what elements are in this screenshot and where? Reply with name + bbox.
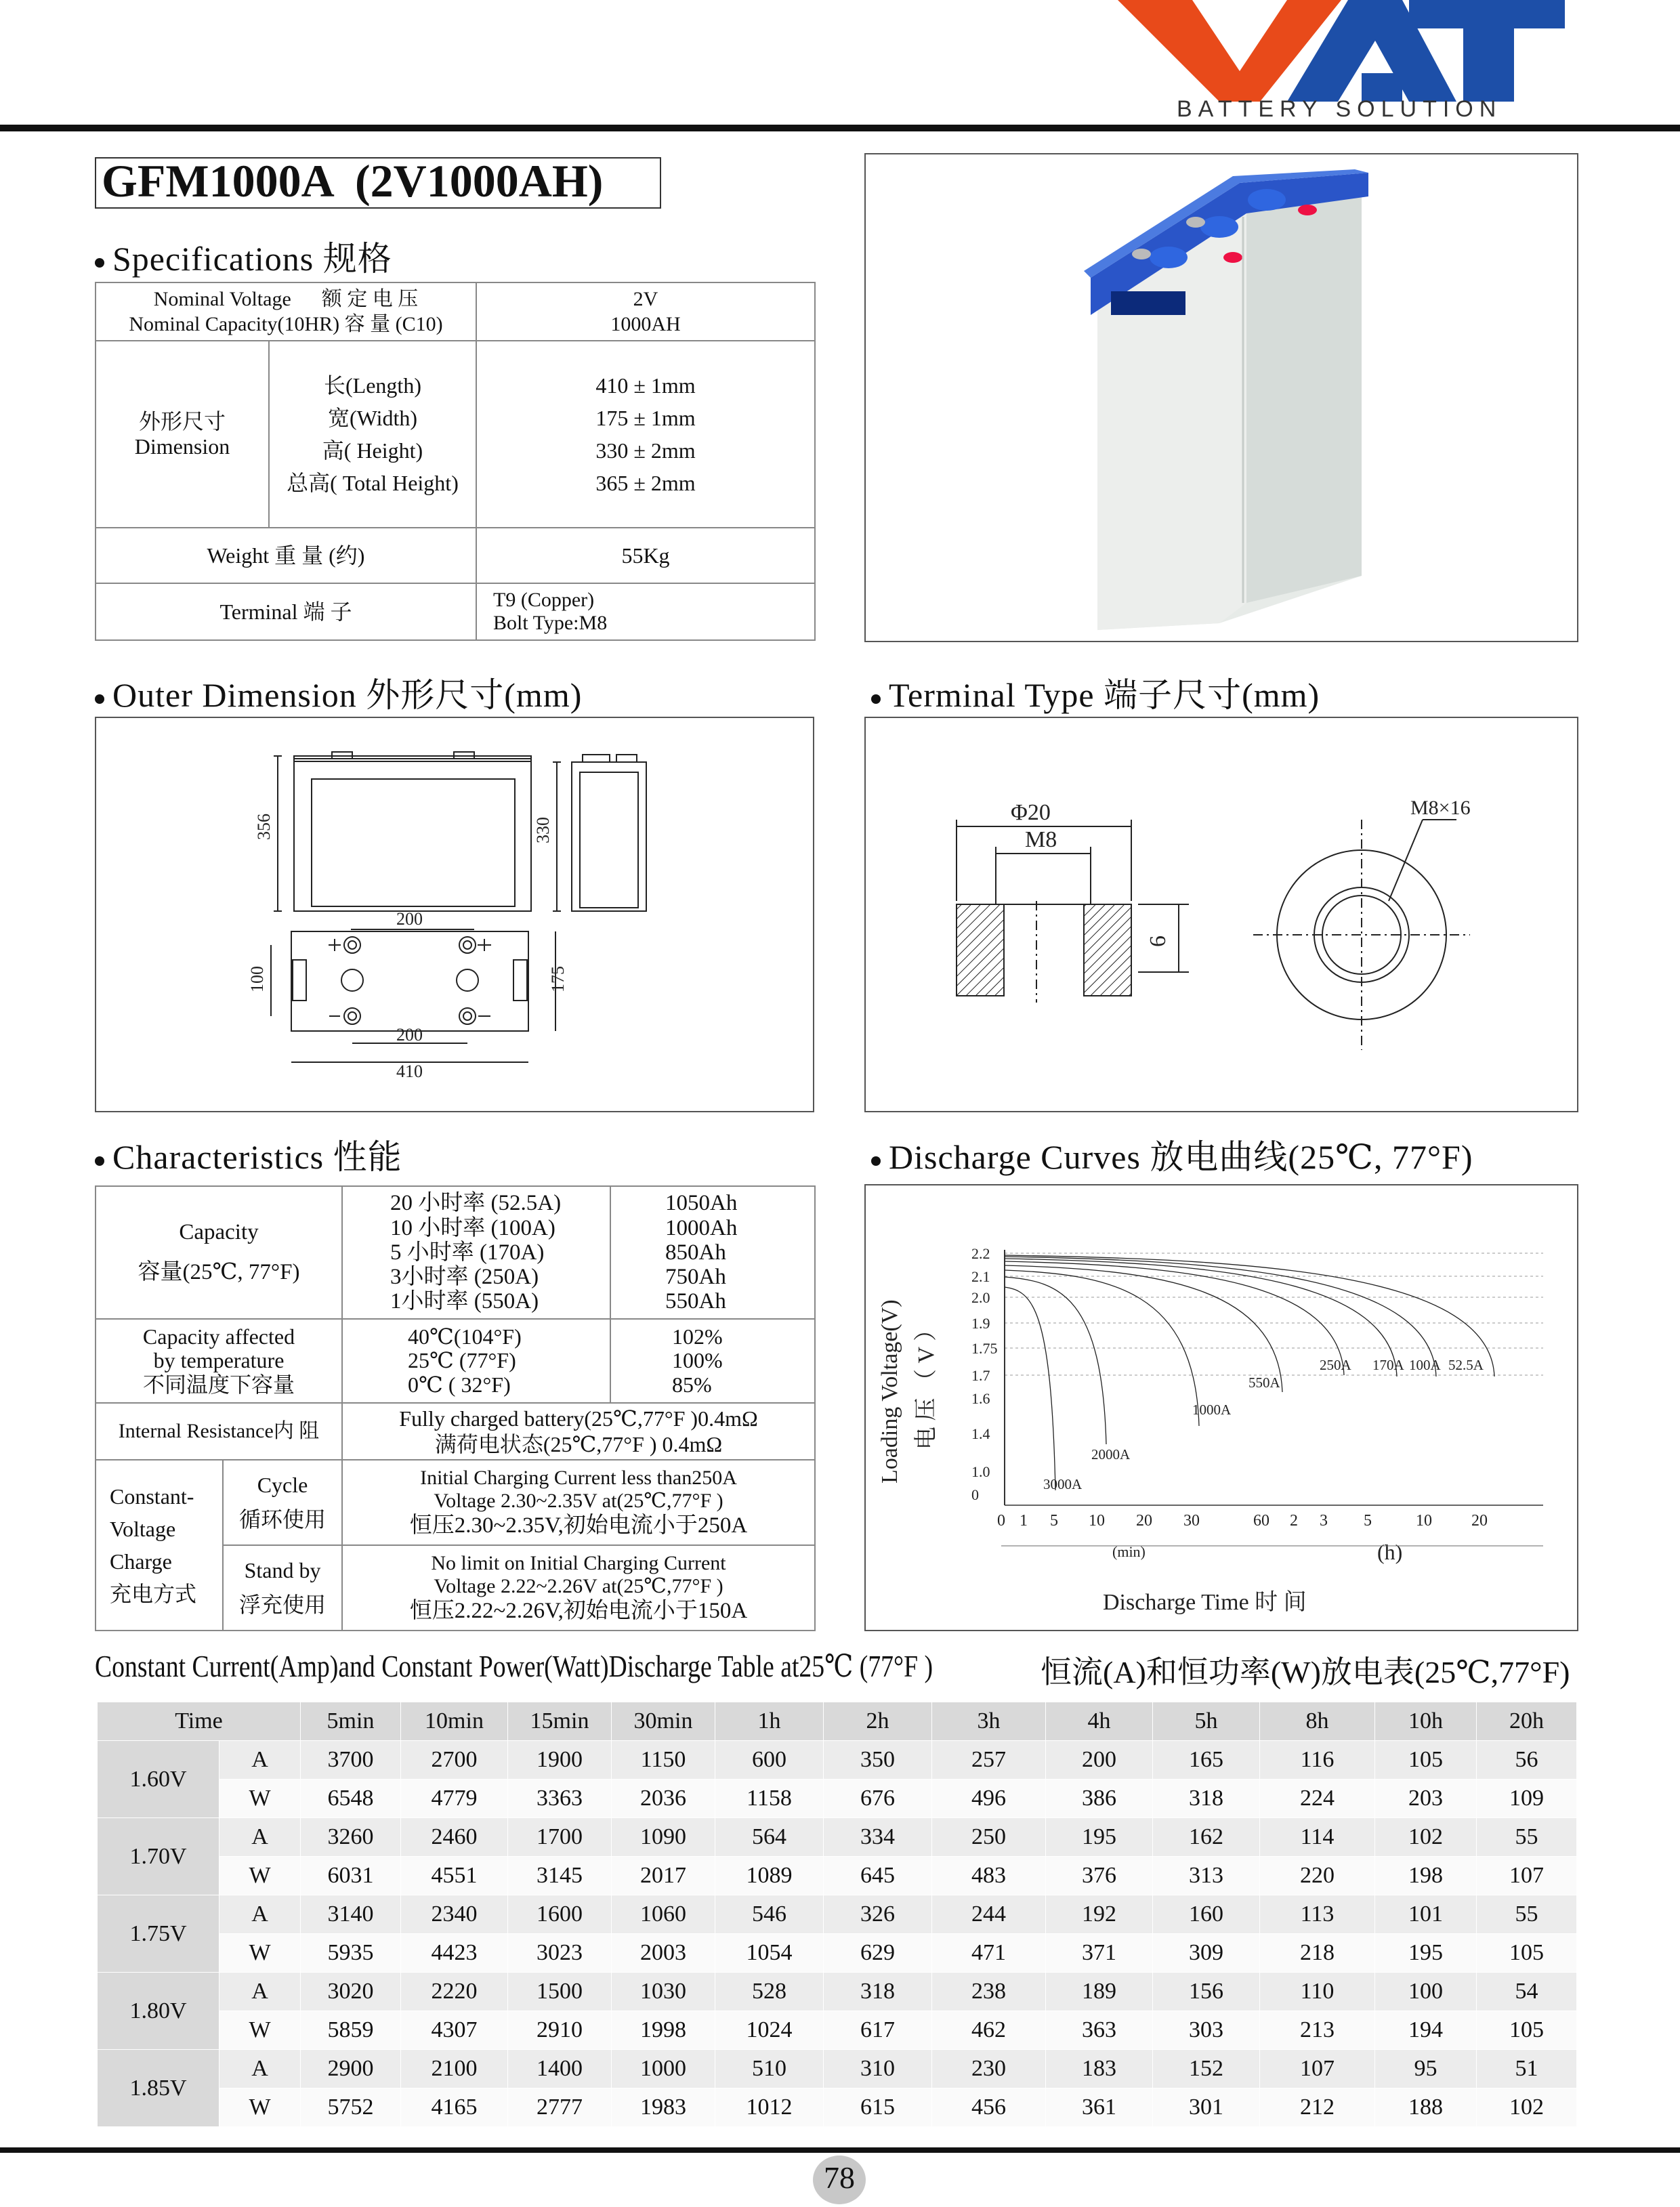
terminal-drawing [942,799,1538,1043]
table-cell: 238 [932,1973,1046,2011]
x-tick-label: 0 [997,1512,1005,1530]
table-cell: 162 [1153,1818,1260,1857]
section-discharge-curves [871,1130,1473,1179]
unit-cell: W [219,2011,301,2050]
table-cell: 462 [932,2011,1046,2050]
table-cell: 109 [1477,1780,1577,1818]
table-cell: 3363 [508,1780,612,1818]
unit-cell: W [219,2088,301,2127]
table-row [98,2050,1577,2088]
table-row [98,2088,1577,2127]
table-cell: 3145 [508,1857,612,1895]
dim-410: 410 [396,1062,423,1081]
table-header-cell: 8h [1260,1702,1375,1741]
table-cell: 203 [1375,1780,1477,1818]
capacity-rate: 5 小时率 (170A) [390,1240,545,1265]
table-cell: 194 [1375,2011,1477,2050]
spec-weight-label: Weight 重 量 (约) [96,528,476,583]
temperature-value: 85% [672,1372,712,1397]
table-cell: 617 [824,2011,932,2050]
section-specifications-label: Specifications 规格 [112,240,392,278]
terminal-m8x16: M8×16 [1410,797,1471,819]
terminal-m8: M8 [1025,827,1057,852]
table-cell: 218 [1260,1934,1375,1973]
footer-rule [0,2147,1680,2153]
table-cell: 244 [932,1895,1046,1934]
table-cell: 1030 [612,1973,715,2011]
table-cell: 56 [1477,1741,1577,1780]
chart-xlabel: Discharge Time 时 间 [1103,1590,1307,1615]
table-cell: 456 [932,2088,1046,2127]
char-ir-label: Internal Resistance内 阻 [96,1403,342,1460]
capacity-rate-value: 550Ah [665,1289,726,1314]
table-cell: 645 [824,1857,932,1895]
spec-dim-values: 410 ± 1mm 175 ± 1mm 330 ± 2mm 365 ± 2mm [476,341,815,528]
outer-dimension-drawing [247,738,664,1091]
table-cell: 2460 [401,1818,508,1857]
table-cell: 2340 [401,1895,508,1934]
series-label: 3000A [1043,1476,1083,1492]
spec-weight-value: 55Kg [476,528,815,583]
table-header-row [98,1702,1577,1741]
table-cell: 301 [1153,2088,1260,2127]
table-row [98,1973,1577,2011]
section-terminal-type [871,668,1320,717]
table-cell: 3700 [301,1741,401,1780]
table-header-cell: 2h [824,1702,932,1741]
spec-table [95,282,816,641]
table-header-cell: 5h [1153,1702,1260,1741]
table-header-cell: 30min [612,1702,715,1741]
table-cell: 310 [824,2050,932,2088]
table-cell: 1060 [612,1895,715,1934]
table-row [98,1895,1577,1934]
table-title-en: Constant Current(Amp)and Constant Power(Watt)Discharge Table at25℃ (77°F ) [95,1649,933,1683]
table-cell: 303 [1153,2011,1260,2050]
dim-200-top: 200 [396,909,423,929]
model-title: GFM1000A (2V1000AH) [102,155,604,207]
unit-cell: A [219,1741,301,1780]
table-header-cell: 10min [401,1702,508,1741]
section-outer-dimension-label: Outer Dimension 外形尺寸(mm) [112,676,583,714]
table-cell: 528 [715,1973,824,2011]
capacity-rate-value: 850Ah [665,1240,726,1265]
section-outer-dimension [95,668,582,717]
y-tick-label: 1.75 [971,1340,998,1357]
table-cell: 113 [1260,1895,1375,1934]
char-temp-values [610,1319,815,1403]
table-cell: 496 [932,1780,1046,1818]
terminal-six: 6 [1146,936,1171,947]
table-cell: 195 [1375,1934,1477,1973]
capacity-rate-value: 1050Ah [665,1191,738,1216]
table-cell: 4423 [401,1934,508,1973]
table-cell: 309 [1153,1934,1260,1973]
table-cell: 4165 [401,2088,508,2127]
voltage-cell: 1.60V [98,1741,219,1818]
dim-100: 100 [247,966,267,992]
table-cell: 334 [824,1818,932,1857]
table-cell: 1998 [612,2011,715,2050]
dim-175: 175 [548,966,568,992]
section-characteristics [95,1130,402,1179]
table-title-cn: 恒流(A)和恒功率(W)放电表(25℃,77°F) [1041,1655,1570,1689]
y-tick-label: 1.9 [971,1315,990,1332]
chart-ylabel: Loading Voltage(V) [877,1299,902,1484]
section-discharge-curves-label: Discharge Curves 放电曲线(25℃, 77°F) [889,1138,1473,1176]
table-cell: 2910 [508,2011,612,2050]
x-tick-label: 5 [1364,1512,1372,1530]
table-cell: 189 [1046,1973,1153,2011]
capacity-rate-value: 1000Ah [665,1215,738,1240]
table-cell: 195 [1046,1818,1153,1857]
y-tick-label: 1.6 [971,1390,990,1407]
table-cell: 3023 [508,1934,612,1973]
voltage-cell: 1.80V [98,1973,219,2050]
table-cell: 1700 [508,1818,612,1857]
table-cell: 3020 [301,1973,401,2011]
table-header-cell: 3h [932,1702,1046,1741]
unit-cell: A [219,1973,301,2011]
table-cell: 471 [932,1934,1046,1973]
table-row [98,1741,1577,1780]
table-cell: 105 [1477,1934,1577,1973]
table-cell: 386 [1046,1780,1153,1818]
characteristics-table [95,1185,816,1631]
x-tick-label: 60 [1253,1512,1269,1530]
table-cell: 230 [932,2050,1046,2088]
table-cell: 600 [715,1741,824,1780]
table-cell: 165 [1153,1741,1260,1780]
table-cell: 6031 [301,1857,401,1895]
table-cell: 213 [1260,2011,1375,2050]
y-tick-label: 0 [971,1486,979,1503]
table-cell: 1158 [715,1780,824,1818]
table-cell: 326 [824,1895,932,1934]
y-tick-label: 2.2 [971,1245,990,1262]
table-cell: 510 [715,2050,824,2088]
temperature: 25℃ (77°F) [408,1348,516,1373]
series-label: 2000A [1091,1446,1131,1463]
table-cell: 318 [1153,1780,1260,1818]
spec-nominal-labels: Nominal Voltage 额 定 电 压 Nominal Capacity(10HR) 容 量 (C10) [96,282,476,341]
table-header-cell: 1h [715,1702,824,1741]
spec-terminal-value: T9 (Copper) Bolt Type:M8 [476,583,815,640]
char-temps [342,1319,610,1403]
capacity-rate: 3小时率 (250A) [390,1265,539,1290]
series-label: 100A [1409,1357,1441,1373]
section-characteristics-label: Characteristics 性能 [112,1138,402,1176]
temperature-value: 102% [672,1324,723,1349]
table-cell: 160 [1153,1895,1260,1934]
table-cell: 107 [1260,2050,1375,2088]
table-cell: 2220 [401,1973,508,2011]
table-cell: 2017 [612,1857,715,1895]
char-cycle-label: Cycle 循环使用 [223,1460,342,1545]
table-cell: 101 [1375,1895,1477,1934]
table-header-cell: 10h [1375,1702,1477,1741]
table-cell: 116 [1260,1741,1375,1780]
table-cell: 5935 [301,1934,401,1973]
table-cell: 361 [1046,2088,1153,2127]
table-row [98,1780,1577,1818]
x-tick-label: 5 [1050,1512,1058,1530]
series-label: 52.5A [1448,1357,1484,1373]
table-cell: 1054 [715,1934,824,1973]
char-standby-values: No limit on Initial Charging Current Voltage 2.22~2.26V at(25℃,77°F ) 恒压2.22~2.26V,初始电流小于150A [342,1545,815,1631]
table-cell: 376 [1046,1857,1153,1895]
capacity-rate: 20 小时率 (52.5A) [390,1191,562,1216]
unit-cell: W [219,1857,301,1895]
table-cell: 4551 [401,1857,508,1895]
table-cell: 102 [1477,2088,1577,2127]
table-cell: 676 [824,1780,932,1818]
series-label: 550A [1248,1374,1280,1391]
table-cell: 1600 [508,1895,612,1934]
y-tick-label: 2.0 [971,1289,990,1306]
x-tick-label: 2 [1290,1512,1298,1530]
char-ir-values: Fully charged battery(25℃,77°F )0.4mΩ 满荷电状态(25℃,77°F ) 0.4mΩ [342,1403,815,1460]
discharge-table [97,1702,1577,2127]
table-cell: 1089 [715,1857,824,1895]
table-cell: 183 [1046,2050,1153,2088]
spec-dim-label: 外形尺寸 Dimension [96,341,269,528]
table-row [98,1818,1577,1857]
table-cell: 2100 [401,2050,508,2088]
char-rates [342,1186,610,1319]
table-cell: 54 [1477,1973,1577,2011]
battery-image [1077,169,1375,637]
table-cell: 3140 [301,1895,401,1934]
table-cell: 107 [1477,1857,1577,1895]
dim-330: 330 [533,817,553,843]
table-cell: 546 [715,1895,824,1934]
table-cell: 152 [1153,2050,1260,2088]
char-standby-label: Stand by 浮充使用 [223,1545,342,1631]
spec-nominal-values: 2V 1000AH [476,282,815,341]
header-rule [0,125,1680,131]
table-header-cell: 15min [508,1702,612,1741]
series-label: 1000A [1192,1402,1232,1418]
table-row [98,2011,1577,2050]
table-cell: 3260 [301,1818,401,1857]
table-cell: 1900 [508,1741,612,1780]
table-cell: 2700 [401,1741,508,1780]
table-row [98,1857,1577,1895]
spec-terminal-label: Terminal 端 子 [96,583,476,640]
section-specifications [95,232,392,280]
unit-cell: A [219,1895,301,1934]
table-cell: 105 [1477,2011,1577,2050]
dim-200-bottom: 200 [396,1025,423,1045]
chart-ylabel-cn: 电 压 （ V ） [914,1318,939,1450]
discharge-curve-chart [866,1185,1577,1630]
table-cell: 1400 [508,2050,612,2088]
table-cell: 363 [1046,2011,1153,2050]
unit-cell: A [219,2050,301,2088]
table-cell: 192 [1046,1895,1153,1934]
series-label: 250A [1320,1357,1351,1373]
table-cell: 350 [824,1741,932,1780]
table-cell: 250 [932,1818,1046,1857]
table-cell: 198 [1375,1857,1477,1895]
y-tick-label: 2.1 [971,1268,990,1285]
table-cell: 2003 [612,1934,715,1973]
table-cell: 105 [1375,1741,1477,1780]
table-cell: 188 [1375,2088,1477,2127]
series-label: 170A [1372,1357,1404,1373]
capacity-rate: 10 小时率 (100A) [390,1215,555,1240]
table-cell: 95 [1375,2050,1477,2088]
table-cell: 2900 [301,2050,401,2088]
table-cell: 200 [1046,1741,1153,1780]
x-tick-label: 3 [1320,1512,1328,1530]
x-tick-label: 30 [1183,1512,1200,1530]
table-cell: 220 [1260,1857,1375,1895]
table-cell: 313 [1153,1857,1260,1895]
table-cell: 110 [1260,1973,1375,2011]
table-cell: 1024 [715,2011,824,2050]
voltage-cell: 1.75V [98,1895,219,1973]
brand-tagline: BATTERY SOLUTION [1177,96,1503,122]
x-tick-label: 10 [1416,1512,1432,1530]
table-cell: 1000 [612,2050,715,2088]
terminal-phi20: Φ20 [1011,800,1051,825]
discharge-curve-100A [1005,1257,1436,1376]
char-capacity-label: Capacity 容量(25℃, 77°F) [96,1186,342,1319]
table-cell: 5859 [301,2011,401,2050]
x-tick-label: 1 [1020,1512,1028,1530]
table-cell: 156 [1153,1973,1260,2011]
table-cell: 371 [1046,1934,1153,1973]
capacity-rate-value: 750Ah [665,1265,726,1290]
table-cell: 212 [1260,2088,1375,2127]
table-cell: 629 [824,1934,932,1973]
table-cell: 1012 [715,2088,824,2127]
table-cell: 483 [932,1857,1046,1895]
voltage-cell: 1.85V [98,2050,219,2127]
table-cell: 615 [824,2088,932,2127]
capacity-rate: 1小时率 (550A) [390,1289,539,1314]
table-cell: 224 [1260,1780,1375,1818]
table-cell: 55 [1477,1895,1577,1934]
discharge-curve-3000A [1005,1287,1055,1490]
table-cell: 318 [824,1973,932,2011]
table-cell: 6548 [301,1780,401,1818]
temperature: 0℃ ( 32°F) [408,1372,511,1397]
char-rate-values [610,1186,815,1319]
table-cell: 1150 [612,1741,715,1780]
x-tick-label: 20 [1471,1512,1488,1530]
x-tick-label: 10 [1089,1512,1105,1530]
temperature: 40℃(104°F) [408,1324,522,1349]
table-cell: 1500 [508,1973,612,2011]
table-cell: 257 [932,1741,1046,1780]
chart-x-unit-h: (h) [1377,1540,1403,1564]
table-header-cell: Time [98,1702,301,1741]
y-tick-label: 1.7 [971,1367,990,1384]
table-cell: 51 [1477,2050,1577,2088]
table-cell: 100 [1375,1973,1477,2011]
table-cell: 4307 [401,2011,508,2050]
table-cell: 2777 [508,2088,612,2127]
table-cell: 2036 [612,1780,715,1818]
discharge-curve-250A [1005,1261,1344,1375]
y-tick-label: 1.4 [971,1425,990,1442]
page-number: 78 [824,2160,855,2195]
char-temp-label: Capacity affected by temperature 不同温度下容量 [96,1319,342,1403]
table-cell: 1983 [612,2088,715,2127]
x-tick-label: 20 [1136,1512,1152,1530]
char-cycle-values: Initial Charging Current less than250A Voltage 2.30~2.35V at(25℃,77°F ) 恒压2.30~2.35V,初始电流小于250A [342,1460,815,1545]
temperature-value: 100% [672,1348,723,1373]
section-terminal-type-label: Terminal Type 端子尺寸(mm) [889,676,1320,714]
unit-cell: W [219,1934,301,1973]
table-cell: 564 [715,1818,824,1857]
table-cell: 102 [1375,1818,1477,1857]
discharge-curve-2000A [1005,1277,1106,1444]
dim-356: 356 [254,814,274,840]
brand-logo [1118,0,1565,122]
table-row [98,1934,1577,1973]
unit-cell: W [219,1780,301,1818]
table-cell: 4779 [401,1780,508,1818]
table-cell: 5752 [301,2088,401,2127]
table-header-cell: 20h [1477,1702,1577,1741]
voltage-cell: 1.70V [98,1818,219,1895]
table-cell: 1090 [612,1818,715,1857]
table-header-cell: 5min [301,1702,401,1741]
spec-dim-sub-labels: 长(Length) 宽(Width) 高( Height) 总高( Total Height) [269,341,476,528]
char-cv-label: Constant- Voltage Charge 充电方式 [96,1460,223,1631]
table-cell: 114 [1260,1818,1375,1857]
table-header-cell: 4h [1046,1702,1153,1741]
y-tick-label: 1.0 [971,1463,990,1480]
table-cell: 55 [1477,1818,1577,1857]
chart-x-unit-min: (min) [1112,1543,1146,1560]
unit-cell: A [219,1818,301,1857]
